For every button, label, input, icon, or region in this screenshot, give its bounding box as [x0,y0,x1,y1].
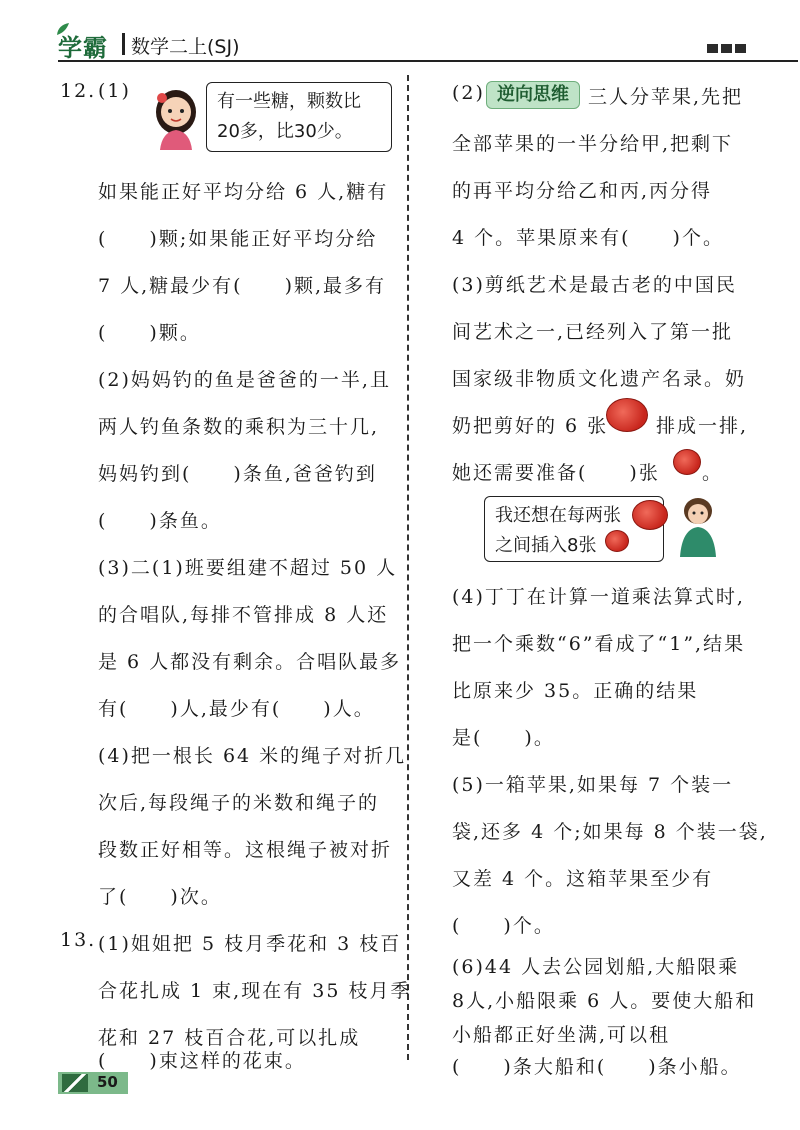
q12-3-line-3: 是 6 人都没有剩余。合唱队最多 [98,651,402,673]
q12-2-line-4: ( )条鱼。 [98,510,222,532]
page-header [0,0,800,70]
reverse-thinking-tag: 逆向思维 [486,81,580,109]
grandma-speech-line-2: 之间插入8张 [495,535,597,556]
q13-5-line-3: 又差 4 个。这箱苹果至少有 [452,868,714,890]
q13-6-line-2: 8人,小船限乘 6 人。要使大船和 [452,990,757,1012]
girl-speech-line-1: 有一些糖，颗数比 [217,91,361,112]
header-marks [707,44,746,53]
book-title: 数学二上(SJ) [131,36,240,58]
question-number-12: 12. [60,80,97,102]
q12-3-line-2: 的合唱队,每排不管排成 8 人还 [98,604,389,626]
q12-2-line-1: (2)妈妈钓的鱼是爸爸的一半,且 [98,369,391,391]
girl-illustration-icon [150,82,202,152]
header-rule [58,60,798,62]
page-number: 50 [97,1073,118,1091]
girl-speech-line-2: 20多，比30少。 [217,121,353,142]
q13-2-line-1: 三人分苹果,先把 [588,86,744,108]
q12-1-line-3: 7 人,糖最少有( )颗,最多有 [98,275,387,297]
brand-separator [122,33,125,55]
q12-2-line-3: 妈妈钓到( )条鱼,爸爸钓到 [98,463,377,485]
q12-1-label: (1) [98,80,131,102]
pencil-stripe-icon [62,1074,88,1092]
q13-2-line-3: 的再平均分给乙和丙,丙分得 [452,180,713,202]
q13-3-line-4b: 排成一排, [656,415,749,437]
q13-4-line-3: 比原来少 35。正确的结果 [452,680,699,702]
q12-4-line-3: 段数正好相等。这根绳子被对折 [98,839,393,861]
paper-cut-small-icon [673,449,701,475]
q13-6-line-4: ( )条大船和( )条小船。 [452,1056,742,1078]
paper-cut-icon [606,398,648,432]
column-divider [407,75,409,1060]
q13-3-line-5b: 。 [702,462,724,484]
q13-3-line-1: (3)剪纸艺术是最古老的中国民 [452,274,737,296]
q13-6-line-3: 小船都正好坐满,可以租 [452,1024,671,1046]
q12-1-line-2: ( )颗;如果能正好平均分给 [98,228,378,250]
q13-2-line-2: 全部苹果的一半分给甲,把剩下 [452,133,734,155]
q12-3-line-1: (3)二(1)班要组建不超过 50 人 [98,557,398,579]
q13-6-line-1: (6)44 人去公园划船,大船限乘 [452,956,740,978]
q13-4-line-2: 把一个乘数“6”看成了“1”,结果 [452,633,746,655]
grandma-speech-line-1: 我还想在每两张 [495,505,621,526]
question-number-13: 13. [60,929,97,951]
q13-1-line-1: (1)姐姐把 5 枝月季花和 3 枝百 [98,933,402,955]
q13-5-line-1: (5)一箱苹果,如果每 7 个装一 [452,774,734,796]
girl-speech-bubble [206,82,392,152]
q13-1-line-3: 花和 27 枝百合花,可以扎成 [98,1027,361,1049]
q12-2-line-2: 两人钓鱼条数的乘积为三十几, [98,416,380,438]
q13-3-line-5a: 她还需要准备( )张 [452,462,660,484]
q12-4-line-1: (4)把一根长 64 米的绳子对折几 [98,745,407,767]
q13-2-label: (2) [452,82,485,104]
q12-1-line-1: 如果能正好平均分给 6 人,糖有 [98,181,389,203]
q13-3-line-3: 国家级非物质文化遗产名录。奶 [452,368,747,390]
q12-4-line-2: 次后,每段绳子的米数和绳子的 [98,792,380,814]
q13-1-line-4: ( )束这样的花束。 [98,1050,306,1072]
q13-2-line-4: 4 个。苹果原来有( )个。 [452,227,724,249]
paper-cut-bubble-icon [632,500,668,530]
q13-5-line-2: 袋,还多 4 个;如果每 8 个装一袋, [452,821,768,843]
q13-4-line-4: 是( )。 [452,727,555,749]
paper-cut-bubble-small-icon [605,530,629,552]
q12-4-line-4: 了( )次。 [98,886,222,908]
q12-3-line-4: 有( )人,最少有( )人。 [98,698,375,720]
q12-1-line-4: ( )颗。 [98,322,201,344]
q13-3-line-4a: 奶把剪好的 6 张 [452,415,609,437]
q13-5-line-4: ( )个。 [452,915,555,937]
grandma-illustration-icon [676,495,720,559]
brand-logo: 学霸 [58,34,108,62]
q13-4-line-1: (4)丁丁在计算一道乘法算式时, [452,586,745,608]
q13-1-line-2: 合花扎成 1 束,现在有 35 枝月季 [98,980,412,1002]
q13-3-line-2: 间艺术之一,已经列入了第一批 [452,321,734,343]
